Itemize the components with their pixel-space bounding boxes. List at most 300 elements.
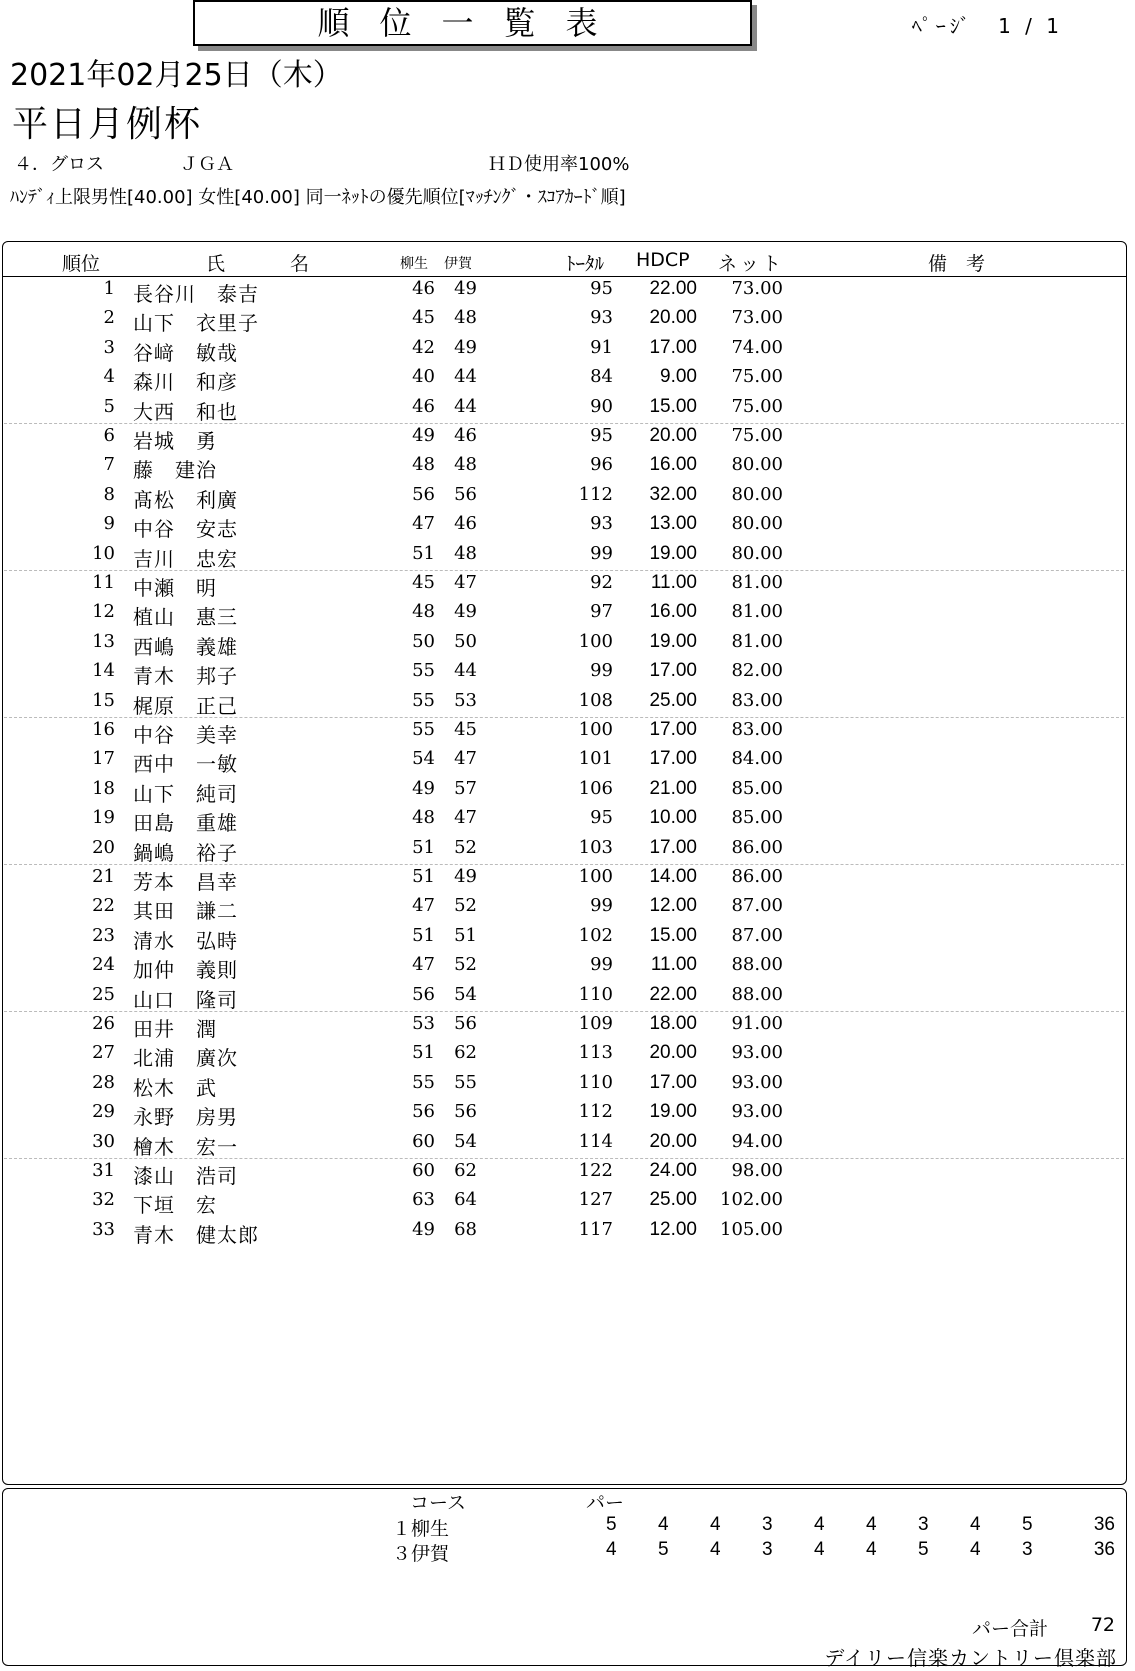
total-cell: 110: [578, 1071, 613, 1093]
course2-score-cell: 53: [454, 689, 477, 711]
hdcp-cell: 17.00: [649, 660, 697, 682]
hdcp-cell: 11.00: [650, 954, 697, 976]
net-cell: 86.00: [731, 836, 783, 858]
table-row: [0, 925, 1135, 954]
course2-score-cell: 44: [454, 395, 477, 417]
total-cell: 90: [590, 395, 613, 417]
name-cell: 植山 惠三: [133, 605, 238, 630]
course1-score-cell: 51: [412, 836, 435, 858]
hdcp-cell: 21.00: [649, 777, 697, 799]
course2-score-cell: 54: [454, 1130, 477, 1152]
name-cell: 岩城 勇: [133, 429, 217, 453]
total-cell: 112: [578, 1101, 613, 1123]
event-name: 平日月例杯: [12, 104, 203, 145]
group-separator: [4, 570, 1124, 571]
course2-score-cell: 62: [454, 1042, 477, 1064]
net-cell: 75.00: [731, 366, 783, 388]
total-cell: 106: [578, 777, 613, 799]
hole-par: 3: [762, 1539, 773, 1560]
name-cell: 西中 一敏: [133, 752, 238, 777]
name-cell: 田井 潤: [133, 1017, 217, 1041]
rank-cell: 32: [92, 1189, 115, 1211]
net-cell: 88.00: [731, 954, 783, 976]
course1-score-cell: 60: [412, 1160, 435, 1181]
net-cell: 91.00: [731, 1013, 783, 1034]
table-row: [0, 778, 1135, 807]
rank-cell: 20: [92, 836, 115, 858]
table-row: [0, 719, 1135, 748]
rank-cell: 22: [92, 895, 115, 917]
name-cell: 森川 和彦: [133, 370, 238, 395]
handicap-note: ﾊﾝﾃﾞｨ上限男性[40.00] 女性[40.00] 同一ﾈｯﾄの優先順位[ﾏｯﾁﾝｸﾞ・ｽｺｱｶｰﾄﾞ順]: [10, 187, 626, 208]
rank-cell: 9: [103, 513, 115, 535]
total-cell: 103: [578, 836, 613, 858]
net-cell: 93.00: [731, 1042, 783, 1064]
name-cell: 鍋嶋 裕子: [133, 840, 238, 865]
total-cell: 99: [590, 895, 613, 917]
hole-par: 4: [710, 1539, 721, 1560]
total-cell: 91: [590, 336, 613, 358]
total-cell: 93: [590, 513, 613, 535]
col-name-header-1: 氏: [206, 253, 226, 275]
total-cell: 117: [578, 1218, 613, 1240]
table-row: [0, 425, 1135, 454]
net-cell: 94.00: [731, 1130, 783, 1152]
course-name: １柳生: [392, 1518, 450, 1540]
hdcp-cell: 12.00: [649, 1218, 697, 1240]
table-row: [0, 1013, 1135, 1042]
total-cell: 96: [590, 454, 613, 476]
club-name: デイリー信楽カントリー倶楽部: [824, 1646, 1117, 1670]
name-cell: 北浦 廣次: [133, 1046, 238, 1071]
course2-score-cell: 46: [454, 425, 477, 446]
net-cell: 85.00: [731, 807, 783, 829]
table-row: [0, 837, 1135, 866]
total-cell: 122: [578, 1160, 613, 1181]
table-row: [0, 1042, 1135, 1071]
course2-score-cell: 68: [454, 1218, 477, 1240]
rank-cell: 25: [92, 983, 115, 1005]
name-cell: 松木 武: [133, 1075, 217, 1100]
rank-cell: 28: [92, 1071, 115, 1093]
net-cell: 73.00: [731, 307, 783, 329]
course1-score-cell: 48: [412, 601, 435, 623]
hole-par: 4: [658, 1514, 669, 1535]
course2-score-cell: 56: [454, 483, 477, 505]
rank-cell: 1: [103, 278, 115, 299]
group-separator: [4, 1011, 1124, 1012]
hdcp-cell: 17.00: [649, 336, 697, 358]
course1-score-cell: 47: [412, 513, 435, 535]
hd-rate-label: ＨＤ使用率100%: [488, 154, 630, 175]
hdcp-cell: 20.00: [649, 425, 697, 446]
hdcp-cell: 17.00: [649, 836, 697, 858]
total-cell: 102: [578, 924, 613, 946]
net-cell: 75.00: [731, 395, 783, 417]
table-row: [0, 572, 1135, 601]
hdcp-cell: 32.00: [649, 483, 697, 505]
course2-score-cell: 47: [454, 748, 477, 770]
net-cell: 102.00: [720, 1189, 783, 1211]
total-cell: 99: [590, 542, 613, 564]
course2-score-cell: 49: [454, 336, 477, 358]
hole-par: 5: [606, 1514, 617, 1535]
name-cell: 下垣 宏: [133, 1193, 217, 1218]
group-separator: [4, 717, 1124, 718]
course1-score-cell: 55: [412, 719, 435, 740]
name-cell: 山下 純司: [133, 781, 238, 806]
rank-cell: 26: [92, 1013, 115, 1034]
net-cell: 84.00: [731, 748, 783, 770]
course-name: ３伊賀: [392, 1543, 450, 1565]
net-cell: 81.00: [731, 601, 783, 623]
rank-cell: 4: [103, 366, 115, 388]
table-row: [0, 454, 1135, 483]
hole-par: 3: [762, 1514, 773, 1535]
hole-par: 3: [1022, 1539, 1033, 1560]
hole-par: 4: [710, 1514, 721, 1535]
hdcp-cell: 16.00: [649, 601, 697, 623]
total-cell: 95: [590, 425, 613, 446]
course-par-total: 36: [1093, 1539, 1115, 1560]
col-course2-header: 伊賀: [444, 256, 472, 272]
table-row: [0, 895, 1135, 924]
net-cell: 81.00: [731, 630, 783, 652]
name-cell: 青木 健太郎: [133, 1222, 259, 1247]
net-cell: 80.00: [731, 454, 783, 476]
name-cell: 漆山 浩司: [133, 1164, 238, 1188]
group-separator: [4, 423, 1124, 424]
col-hdcp-header: HDCP: [636, 249, 690, 271]
course2-score-cell: 46: [454, 513, 477, 535]
course2-score-cell: 47: [454, 572, 477, 593]
hole-par: 4: [866, 1539, 877, 1560]
net-cell: 73.00: [731, 278, 783, 299]
total-cell: 113: [578, 1042, 613, 1064]
rank-cell: 27: [92, 1042, 115, 1064]
name-cell: 西嶋 義雄: [133, 634, 238, 659]
total-cell: 95: [590, 807, 613, 829]
net-cell: 93.00: [731, 1101, 783, 1123]
name-cell: 大西 和也: [133, 399, 238, 424]
hole-par: 4: [606, 1539, 617, 1560]
course1-score-cell: 51: [412, 924, 435, 946]
course2-score-cell: 49: [454, 866, 477, 887]
rank-cell: 29: [92, 1101, 115, 1123]
col-total-header: ﾄｰﾀﾙ: [566, 253, 605, 275]
rank-cell: 24: [92, 954, 115, 976]
total-cell: 112: [578, 483, 613, 505]
course1-score-cell: 56: [412, 1101, 435, 1123]
hdcp-cell: 20.00: [649, 1042, 697, 1064]
name-cell: 檜木 宏一: [133, 1134, 238, 1159]
table-row: [0, 543, 1135, 572]
table-row: [0, 1189, 1135, 1218]
course2-score-cell: 56: [454, 1013, 477, 1034]
hole-par: 5: [658, 1539, 669, 1560]
table-row: [0, 601, 1135, 630]
hole-par: 4: [970, 1514, 981, 1535]
total-cell: 99: [590, 660, 613, 682]
net-cell: 88.00: [731, 983, 783, 1005]
course1-score-cell: 47: [412, 954, 435, 976]
course1-score-cell: 55: [412, 660, 435, 682]
rank-cell: 18: [92, 777, 115, 799]
total-cell: 108: [578, 689, 613, 711]
total-cell: 100: [578, 630, 613, 652]
par-label: パー: [586, 1492, 625, 1514]
rank-cell: 15: [92, 689, 115, 711]
hdcp-cell: 15.00: [649, 395, 697, 417]
name-cell: 田島 重雄: [133, 811, 238, 836]
rank-cell: 8: [103, 483, 115, 505]
course2-score-cell: 62: [454, 1160, 477, 1181]
course1-score-cell: 51: [412, 866, 435, 887]
hdcp-cell: 19.00: [649, 630, 697, 652]
total-cell: 97: [590, 601, 613, 623]
rank-cell: 7: [103, 454, 115, 476]
hdcp-cell: 20.00: [649, 1130, 697, 1152]
course2-score-cell: 50: [454, 630, 477, 652]
net-cell: 80.00: [731, 483, 783, 505]
course1-score-cell: 50: [412, 630, 435, 652]
total-cell: 110: [578, 983, 613, 1005]
category-label: ４．グロス: [14, 154, 104, 175]
hdcp-cell: 14.00: [649, 866, 697, 887]
hdcp-cell: 20.00: [649, 307, 697, 329]
hdcp-cell: 11.00: [650, 572, 697, 593]
hdcp-cell: 24.00: [649, 1160, 697, 1181]
name-cell: 永野 房男: [133, 1105, 238, 1130]
hdcp-cell: 17.00: [649, 719, 697, 740]
table-row: [0, 748, 1135, 777]
name-cell: 其田 謙二: [133, 899, 238, 924]
table-row: [0, 1219, 1135, 1248]
course2-score-cell: 64: [454, 1189, 477, 1211]
name-cell: 芳本 昌幸: [133, 870, 238, 894]
total-cell: 95: [590, 278, 613, 299]
col-remarks-header-2: 考: [966, 253, 986, 275]
course1-score-cell: 49: [412, 425, 435, 446]
hdcp-cell: 22.00: [649, 983, 697, 1005]
course1-score-cell: 48: [412, 454, 435, 476]
event-date: 2021年02月25日（木）: [10, 58, 343, 93]
header-divider: [2, 276, 1127, 277]
name-cell: 谷﨑 敏哉: [133, 340, 238, 365]
hole-par: 5: [1022, 1514, 1033, 1535]
course2-score-cell: 57: [454, 777, 477, 799]
course1-score-cell: 45: [412, 307, 435, 329]
name-cell: 藤 建治: [133, 458, 217, 483]
net-cell: 74.00: [731, 336, 783, 358]
course2-score-cell: 52: [454, 836, 477, 858]
name-cell: 中谷 安志: [133, 517, 238, 542]
name-cell: 加仲 義則: [133, 958, 238, 983]
net-cell: 80.00: [731, 513, 783, 535]
total-cell: 84: [590, 366, 613, 388]
total-cell: 100: [578, 719, 613, 740]
table-row: [0, 1131, 1135, 1160]
hdcp-cell: 17.00: [649, 1071, 697, 1093]
table-row: [0, 631, 1135, 660]
hdcp-cell: 17.00: [649, 748, 697, 770]
table-row: [0, 660, 1135, 689]
table-row: [0, 1072, 1135, 1101]
name-cell: 山下 衣里子: [133, 311, 259, 336]
net-cell: 87.00: [731, 895, 783, 917]
table-row: [0, 866, 1135, 895]
name-cell: 髙松 利廣: [133, 487, 238, 512]
page-number: 1 / 1: [998, 14, 1063, 38]
course2-score-cell: 49: [454, 278, 477, 299]
hole-par: 4: [814, 1539, 825, 1560]
course2-score-cell: 44: [454, 366, 477, 388]
course1-score-cell: 54: [412, 748, 435, 770]
course2-score-cell: 48: [454, 454, 477, 476]
col-name-header-2: 名: [290, 253, 310, 275]
rank-cell: 33: [92, 1218, 115, 1240]
course1-score-cell: 48: [412, 807, 435, 829]
rank-cell: 6: [103, 425, 115, 446]
rank-cell: 23: [92, 924, 115, 946]
course-label: コース: [410, 1492, 467, 1514]
total-cell: 100: [578, 866, 613, 887]
course2-score-cell: 55: [454, 1071, 477, 1093]
course1-score-cell: 55: [412, 1071, 435, 1093]
hdcp-cell: 18.00: [649, 1013, 697, 1034]
par-total-value: 72: [1090, 1614, 1115, 1636]
hdcp-cell: 9.00: [660, 366, 697, 388]
course1-score-cell: 45: [412, 572, 435, 593]
course1-score-cell: 55: [412, 689, 435, 711]
hdcp-cell: 19.00: [649, 542, 697, 564]
rank-cell: 31: [92, 1160, 115, 1181]
net-cell: 86.00: [731, 866, 783, 887]
course2-score-cell: 52: [454, 895, 477, 917]
rank-cell: 19: [92, 807, 115, 829]
rank-cell: 17: [92, 748, 115, 770]
hdcp-cell: 15.00: [649, 924, 697, 946]
course1-score-cell: 46: [412, 395, 435, 417]
hdcp-cell: 13.00: [649, 513, 697, 535]
rank-cell: 13: [92, 630, 115, 652]
name-cell: 清水 弘時: [133, 928, 238, 953]
table-row: [0, 396, 1135, 425]
course2-score-cell: 56: [454, 1101, 477, 1123]
table-row: [0, 1160, 1135, 1189]
table-row: [0, 807, 1135, 836]
name-cell: 梶原 正己: [133, 693, 238, 718]
col-rank-header: 順位: [62, 253, 101, 275]
course-par-panel: [2, 1488, 1127, 1666]
rank-cell: 2: [103, 307, 115, 329]
course1-score-cell: 63: [412, 1189, 435, 1211]
rank-cell: 16: [92, 719, 115, 740]
course2-score-cell: 48: [454, 542, 477, 564]
course2-score-cell: 47: [454, 807, 477, 829]
hole-par: 3: [918, 1514, 929, 1535]
hdcp-cell: 25.00: [649, 1189, 697, 1211]
course1-score-cell: 56: [412, 983, 435, 1005]
group-separator: [4, 864, 1124, 865]
table-row: [0, 278, 1135, 307]
net-cell: 98.00: [731, 1160, 783, 1181]
par-total-label: パー合計: [972, 1618, 1049, 1640]
total-cell: 114: [578, 1130, 613, 1152]
course1-score-cell: 53: [412, 1013, 435, 1034]
hole-par: 4: [814, 1514, 825, 1535]
hdcp-cell: 25.00: [649, 689, 697, 711]
name-cell: 山口 隆司: [133, 987, 238, 1012]
rank-cell: 14: [92, 660, 115, 682]
hdcp-cell: 16.00: [649, 454, 697, 476]
hole-par: 4: [970, 1539, 981, 1560]
table-row: [0, 954, 1135, 983]
net-cell: 83.00: [731, 689, 783, 711]
course1-score-cell: 56: [412, 483, 435, 505]
name-cell: 中瀬 明: [133, 576, 217, 600]
col-course1-header: 柳生: [400, 256, 428, 272]
table-row: [0, 307, 1135, 336]
course2-score-cell: 52: [454, 954, 477, 976]
net-cell: 80.00: [731, 542, 783, 564]
page-indicator: [912, 10, 1063, 39]
rule-label: ＪＧＡ: [180, 154, 234, 175]
hdcp-cell: 10.00: [649, 807, 697, 829]
group-separator: [4, 1158, 1124, 1159]
net-cell: 82.00: [731, 660, 783, 682]
rank-cell: 21: [92, 866, 115, 887]
net-cell: 75.00: [731, 425, 783, 446]
course1-score-cell: 40: [412, 366, 435, 388]
rank-cell: 10: [92, 542, 115, 564]
course1-score-cell: 51: [412, 542, 435, 564]
hole-par: 4: [866, 1514, 877, 1535]
course2-score-cell: 48: [454, 307, 477, 329]
table-row: [0, 1101, 1135, 1130]
course1-score-cell: 47: [412, 895, 435, 917]
course1-score-cell: 49: [412, 777, 435, 799]
table-row: [0, 484, 1135, 513]
rank-cell: 11: [92, 572, 115, 593]
net-cell: 83.00: [731, 719, 783, 740]
name-cell: 長谷川 泰吉: [133, 282, 259, 306]
course1-score-cell: 60: [412, 1130, 435, 1152]
name-cell: 吉川 忠宏: [133, 546, 238, 571]
course2-score-cell: 51: [454, 924, 477, 946]
hdcp-cell: 19.00: [649, 1101, 697, 1123]
total-cell: 93: [590, 307, 613, 329]
table-row: [0, 366, 1135, 395]
course2-score-cell: 45: [454, 719, 477, 740]
rank-cell: 12: [92, 601, 115, 623]
name-cell: 青木 邦子: [133, 664, 238, 689]
course2-score-cell: 54: [454, 983, 477, 1005]
course1-score-cell: 46: [412, 278, 435, 299]
col-remarks-header-1: 備: [928, 253, 948, 275]
total-cell: 109: [578, 1013, 613, 1034]
col-net-header: ネット: [718, 253, 785, 275]
net-cell: 85.00: [731, 777, 783, 799]
table-row: [0, 984, 1135, 1013]
table-row: [0, 337, 1135, 366]
net-cell: 81.00: [731, 572, 783, 593]
page-label: ﾍﾟｰｼﾞ: [911, 14, 974, 38]
hdcp-cell: 12.00: [649, 895, 697, 917]
name-cell: 中谷 美幸: [133, 723, 238, 747]
course2-score-cell: 44: [454, 660, 477, 682]
hdcp-cell: 22.00: [649, 278, 697, 299]
